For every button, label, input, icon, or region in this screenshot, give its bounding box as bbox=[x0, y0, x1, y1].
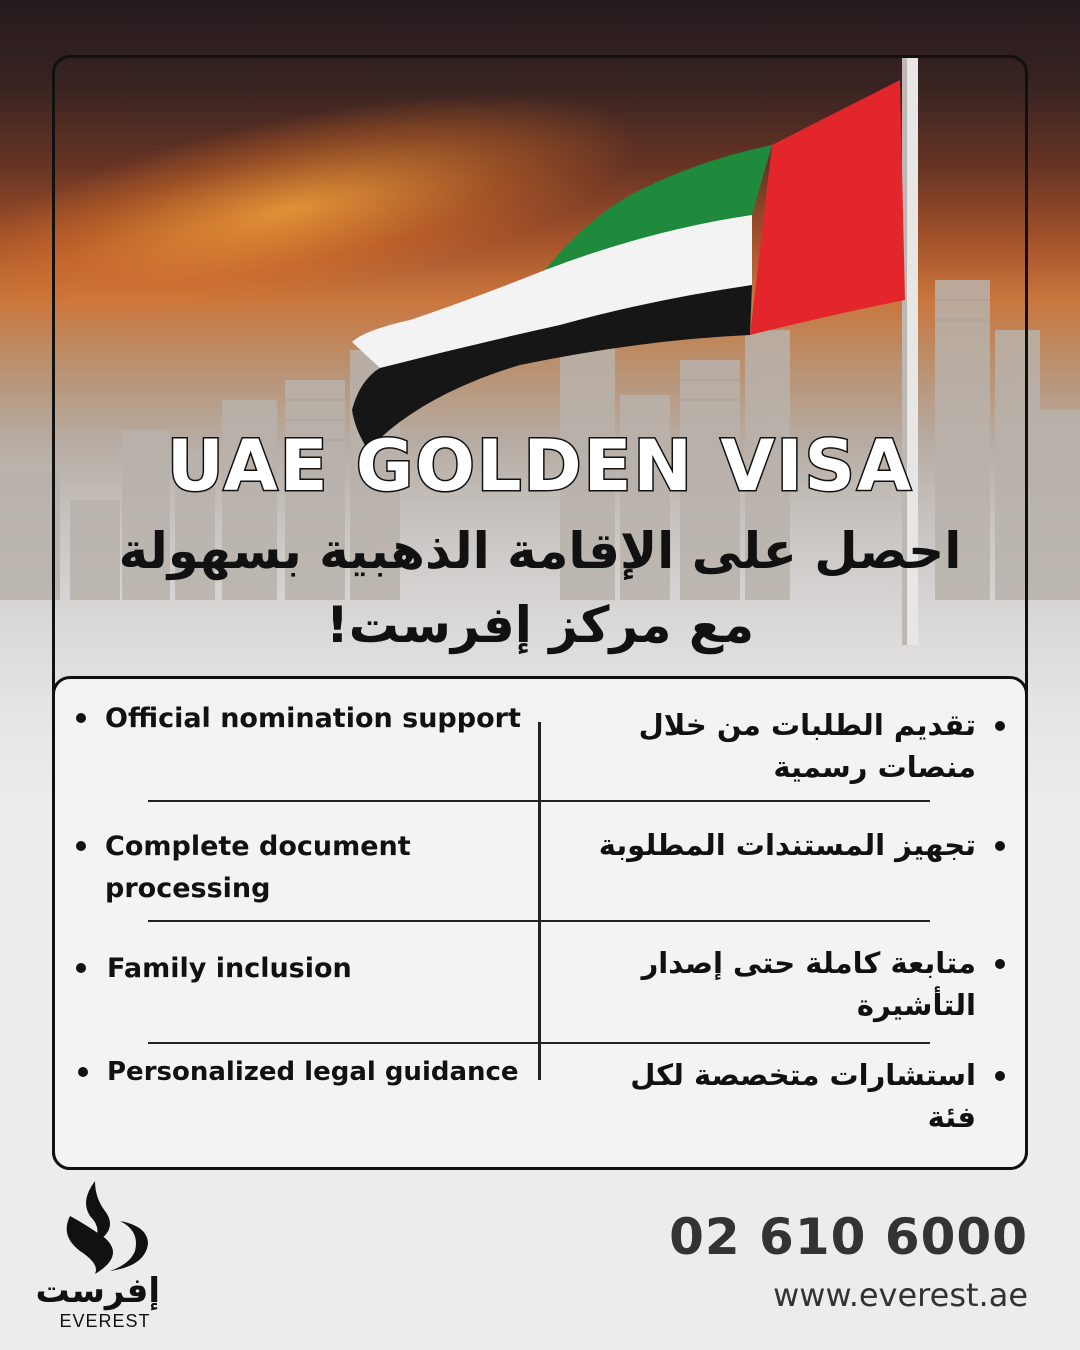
feature-ar-4: استشارات متخصصة لكل فئة bbox=[596, 1054, 976, 1138]
feature-en-1: Official nomination support bbox=[105, 698, 535, 740]
brand-name-arabic: إفرست bbox=[35, 1271, 160, 1311]
bullet-icon bbox=[995, 959, 1005, 969]
bullet-icon bbox=[995, 1071, 1005, 1081]
bullet-icon bbox=[76, 963, 86, 973]
headline: UAE GOLDEN VISA bbox=[166, 425, 914, 507]
bullet-icon bbox=[76, 713, 86, 723]
feature-ar-1: تقديم الطلبات من خلال منصات رسمية bbox=[596, 704, 976, 788]
everest-logo bbox=[35, 1176, 160, 1336]
column-divider bbox=[538, 722, 541, 1080]
bullet-icon bbox=[78, 1067, 88, 1077]
phone-number[interactable]: 02 610 6000 bbox=[669, 1208, 1028, 1266]
arabic-subtitle-2: مع مركز إفرست! bbox=[325, 596, 755, 654]
row-divider-2 bbox=[148, 920, 930, 922]
website-link[interactable]: www.everest.ae bbox=[773, 1276, 1028, 1314]
bullet-icon bbox=[995, 841, 1005, 851]
feature-en-2: Complete document processing bbox=[105, 826, 535, 910]
row-divider-1 bbox=[148, 800, 930, 802]
feature-ar-2: تجهيز المستندات المطلوبة bbox=[596, 824, 976, 866]
brand-name-english: EVEREST bbox=[59, 1311, 151, 1331]
flame-logo-icon bbox=[50, 1176, 160, 1276]
feature-en-3: Family inclusion bbox=[107, 948, 537, 990]
feature-ar-3: متابعة كاملة حتى إصدار التأشيرة bbox=[596, 942, 976, 1026]
arabic-subtitle-1: احصل على الإقامة الذهبية بسهولة bbox=[118, 522, 962, 580]
feature-en-4: Personalized legal guidance bbox=[107, 1052, 537, 1092]
row-divider-3 bbox=[148, 1042, 930, 1044]
bullet-icon bbox=[995, 721, 1005, 731]
bullet-icon bbox=[76, 841, 86, 851]
